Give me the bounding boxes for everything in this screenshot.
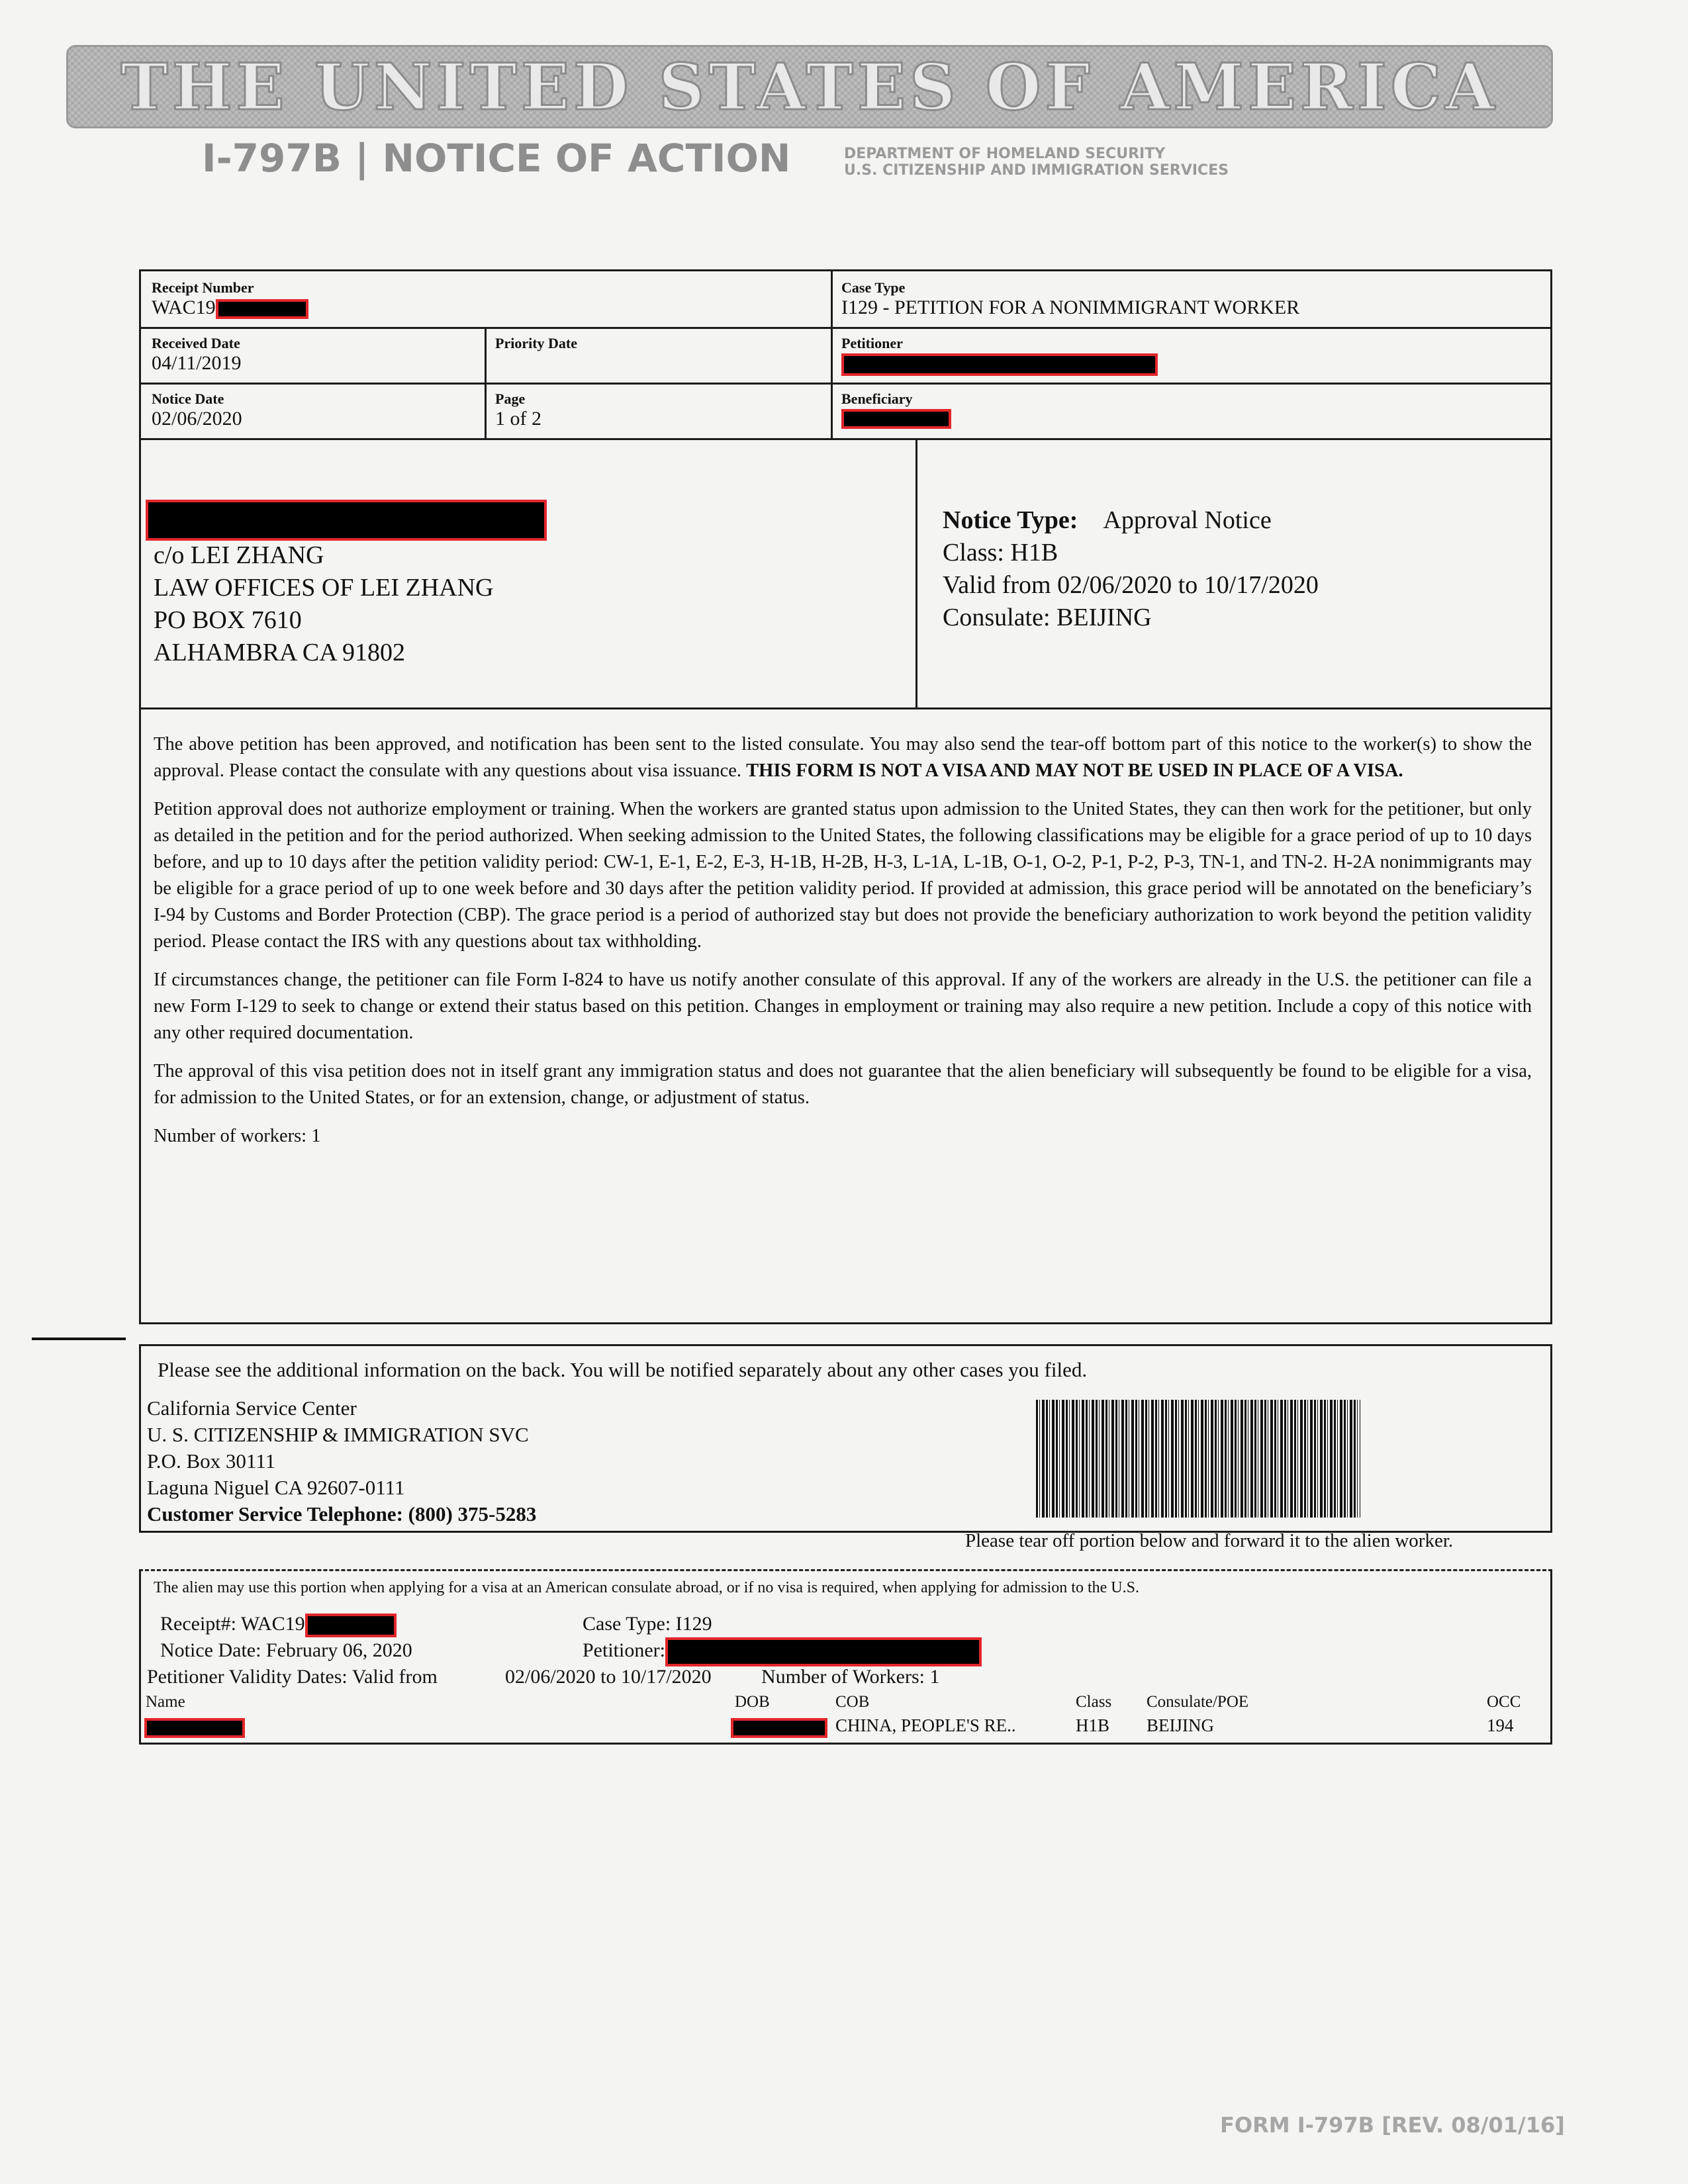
page-value: 1 of 2 <box>495 408 541 430</box>
name-redaction <box>144 1718 245 1738</box>
redaction-box <box>216 299 308 319</box>
column-header-cob: COB <box>835 1693 870 1711</box>
beneficiary-cell <box>836 387 957 433</box>
priority-date-cell <box>490 331 583 356</box>
column-header-name: Name <box>146 1693 185 1711</box>
center-line-2: U. S. CITIZENSHIP & IMMIGRATION SVC <box>147 1423 529 1446</box>
country-banner <box>66 45 1553 128</box>
dob-redaction <box>731 1718 827 1738</box>
redaction-box <box>665 1637 982 1666</box>
department-line-2: U.S. CITIZENSHIP AND IMMIGRATION SERVICES <box>844 162 1229 179</box>
mailing-address <box>154 539 493 669</box>
beneficiary-class: H1B <box>1076 1715 1110 1735</box>
center-line-1: California Service Center <box>147 1396 357 1420</box>
number-of-workers: Number of workers: 1 <box>154 1126 321 1146</box>
notice-date-cell <box>146 387 248 434</box>
beneficiary-cob: CHINA, PEOPLE'S RE.. <box>835 1715 1016 1735</box>
notice-date-value: 02/06/2020 <box>152 408 242 430</box>
received-date-cell <box>146 331 247 379</box>
receipt-number-label: Receipt Number <box>152 279 254 296</box>
received-date-label: Received Date <box>152 335 240 351</box>
tear-off-receipt: Receipt#: WAC19 <box>160 1613 305 1635</box>
received-date-value: 04/11/2019 <box>152 352 242 374</box>
notice-type-value: Approval Notice <box>1103 506 1272 534</box>
center-line-3: P.O. Box 30111 <box>147 1449 276 1473</box>
column-header-class: Class <box>1076 1693 1112 1711</box>
redaction-box <box>305 1614 397 1637</box>
tear-off-validity-label: Petitioner Validity Dates: Valid from <box>147 1666 438 1688</box>
tear-off-workers: Number of Workers: 1 <box>761 1666 940 1688</box>
body-paragraph-1: The above petition has been approved, and notification has been sent to the listed consulate. You may also send the tear-off bottom part of this notice to the worker(s) to show the approval. Please contact the consulate with any questions about visa issuance. THIS FORM IS NOT A VISA AND MAY NOT BE USED IN PLACE OF A VISA. <box>154 734 1532 781</box>
tear-off-note: Please tear off portion below and forward it to the alien worker. <box>965 1530 1454 1551</box>
department-heading <box>844 146 1229 179</box>
tear-off-case-type: Case Type: I129 <box>583 1613 712 1635</box>
tear-off-intro: The alien may use this portion when applying for a visa at an American consulate abroad, or if no visa is required, when applying for admission to the U.S. <box>154 1579 1139 1596</box>
case-type-label: Case Type <box>841 279 906 296</box>
column-header-consulate: Consulate/POE <box>1147 1693 1249 1711</box>
body-paragraph-3: If circumstances change, the petitioner can file Form I-824 to have us notify another consulate of this approval. If any of the workers are already in the U.S. the petitioner can file a new Form I-129 to seek to change or extend their status based on this petition. Changes in employment or training may also require a new petition. Include a copy of this notice with any other required documentation. <box>154 970 1532 1043</box>
notice-type-label: Notice Type: <box>943 506 1078 534</box>
notice-body <box>154 731 1532 1161</box>
notice-summary <box>943 504 1319 634</box>
petitioner-label: Petitioner <box>841 335 903 351</box>
case-info-box <box>139 269 1552 440</box>
case-type-value: I129 - PETITION FOR A NONIMMIGRANT WORKER <box>841 296 1300 318</box>
column-header-dob: DOB <box>735 1693 770 1711</box>
center-line-4: Laguna Niguel CA 92607-0111 <box>147 1476 405 1499</box>
address-line-4: ALHAMBRA CA 91802 <box>154 639 406 666</box>
beneficiary-label: Beneficiary <box>841 390 913 407</box>
fold-mark <box>32 1338 126 1340</box>
address-line-1: c/o LEI ZHANG <box>154 541 324 569</box>
not-a-visa-warning: THIS FORM IS NOT A VISA AND MAY NOT BE USED IN PLACE OF A VISA. <box>746 760 1403 781</box>
notice-consulate: Consulate: BEIJING <box>943 604 1152 631</box>
address-line-3: PO BOX 7610 <box>154 606 302 634</box>
column-header-occ: OCC <box>1487 1693 1521 1711</box>
notice-class: Class: H1B <box>943 539 1058 567</box>
addressee-redaction <box>146 500 547 541</box>
body-paragraph-2: Petition approval does not authorize employment or training. When the workers are granted status upon admission to the United States, they can then work for the petitioner, but only as detailed in the petition and for the period authorized. When seeking admission to the United States, the following classifications may be eligible for a grace period of up to 10 days before, and up to 10 days after the petition validity period: CW-1, E-1, E-2, E-3, H-1B, H-2B, H-3, L-1A, L-1B, O-1, O-2, P-1, P-2, P-3, TN-1, and TN-2. H-2A nonimmigrants may be eligible for a grace period of up to one week before and 30 days after the petition validity period. If provided at admission, this grace period will be annotated on the beneficiary’s I-94 by Customs and Border Protection (CBP). The grace period is a period of authorized stay but does not provide the beneficiary authorization to work beyond the petition validity period. Please contact the IRS with any questions about tax withholding. <box>154 799 1532 952</box>
page-cell <box>490 387 547 434</box>
notice-date-label: Notice Date <box>152 390 224 407</box>
redaction-box <box>841 409 951 429</box>
form-revision-footer: FORM I-797B [REV. 08/01/16] <box>1220 2113 1565 2138</box>
tear-off-notice-date: Notice Date: February 06, 2020 <box>160 1639 412 1661</box>
receipt-number-value: WAC19 <box>152 296 216 318</box>
banner-title: THE UNITED STATES OF AMERICA <box>120 49 1499 124</box>
page-label: Page <box>495 390 526 407</box>
barcode <box>1036 1400 1360 1518</box>
see-back-note: Please see the additional information on the back. You will be notified separately about any other cases you filed. <box>158 1358 1088 1381</box>
case-type-cell <box>836 275 1305 323</box>
petitioner-cell <box>836 331 1163 380</box>
redaction-box <box>841 353 1158 376</box>
body-paragraph-4: The approval of this visa petition does not in itself grant any immigration status and does not guarantee that the alien beneficiary will subsequently be found to be eligible for a visa, for admission to the United States, or for an extension, change, or adjustment of status. <box>154 1061 1532 1108</box>
beneficiary-occ: 194 <box>1487 1715 1514 1735</box>
priority-date-label: Priority Date <box>495 335 577 351</box>
department-line-1: DEPARTMENT OF HOMELAND SECURITY <box>844 146 1166 162</box>
tear-off-petitioner-label: Petitioner: <box>583 1639 665 1661</box>
form-title: I-797B | NOTICE OF ACTION <box>202 136 791 181</box>
customer-service-phone: Customer Service Telephone: (800) 375-5283 <box>147 1502 537 1525</box>
notice-valid-dates: Valid from 02/06/2020 to 10/17/2020 <box>943 571 1319 599</box>
tear-off-validity-value: 02/06/2020 to 10/17/2020 <box>505 1666 712 1688</box>
address-line-2: LAW OFFICES OF LEI ZHANG <box>154 574 494 602</box>
beneficiary-consulate: BEIJING <box>1147 1715 1214 1735</box>
receipt-number-cell <box>146 275 314 323</box>
service-center-address <box>147 1395 536 1527</box>
